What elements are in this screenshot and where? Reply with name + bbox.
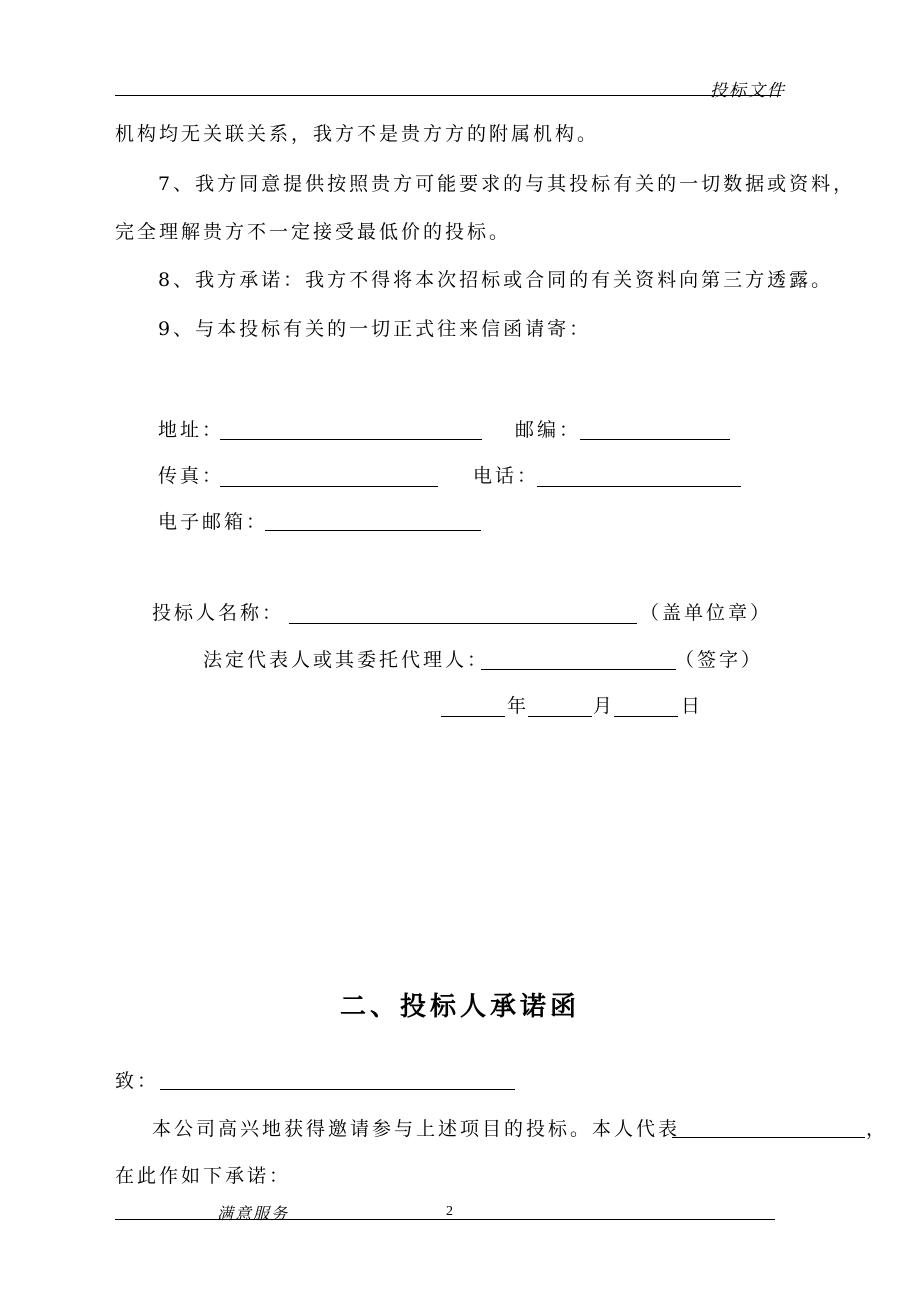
footer-rule (115, 1219, 775, 1220)
commitment-intro-line1: 本公司高兴地获得邀请参与上述项目的投标。本人代表 (152, 1118, 681, 1140)
fax-field[interactable] (220, 486, 438, 487)
phone-field[interactable] (537, 486, 741, 487)
address-label: 地址： (158, 419, 225, 441)
to-label: 致： (115, 1070, 160, 1092)
intro-comma: ， (866, 1118, 889, 1140)
page-number: 2 (446, 1204, 453, 1219)
header-rule (115, 95, 781, 96)
paragraph-7-line2: 完全理解贵方不一定接受最低价的投标。 (115, 221, 512, 243)
header-title: 投标文件 (710, 81, 786, 101)
fax-label: 传真： (158, 465, 225, 487)
paragraph-9: 9、与本投标有关的一切正式往来信函请寄： (158, 318, 592, 340)
month-label: 月 (593, 695, 616, 717)
year-field[interactable] (441, 716, 505, 717)
month-field[interactable] (528, 716, 592, 717)
bidder-name-label: 投标人名称： (152, 602, 285, 624)
legal-rep-field[interactable] (481, 669, 676, 670)
legal-rep-label: 法定代表人或其委托代理人： (203, 649, 490, 671)
phone-label: 电话： (473, 465, 540, 487)
paragraph-8: 8、我方承诺：我方不得将本次招标或合同的有关资料向第三方透露。 (158, 269, 834, 291)
postcode-field[interactable] (580, 439, 730, 440)
email-label: 电子邮箱： (158, 511, 269, 533)
footer-slogan: 满意服务 (217, 1204, 290, 1223)
year-label: 年 (507, 695, 530, 717)
bidder-seal-note: （盖单位章） (640, 602, 773, 624)
paragraph-affiliation: 机构均无关联关系，我方不是贵方方的附属机构。 (115, 123, 600, 145)
address-field[interactable] (220, 439, 482, 440)
day-label: 日 (681, 695, 704, 717)
paragraph-7-line1: 7、我方同意提供按照贵方可能要求的与其投标有关的一切数据或资料， (158, 173, 856, 195)
representative-field[interactable] (672, 1137, 865, 1138)
section-title: 二、投标人承诺函 (339, 992, 580, 1022)
email-field[interactable] (265, 530, 481, 531)
commitment-intro-line2: 在此作如下承诺： (115, 1165, 292, 1187)
postcode-label: 邮编： (515, 419, 582, 441)
day-field[interactable] (614, 716, 678, 717)
signature-note: （签字） (675, 649, 764, 671)
recipient-field[interactable] (160, 1089, 515, 1090)
bidder-name-field[interactable] (289, 623, 637, 624)
